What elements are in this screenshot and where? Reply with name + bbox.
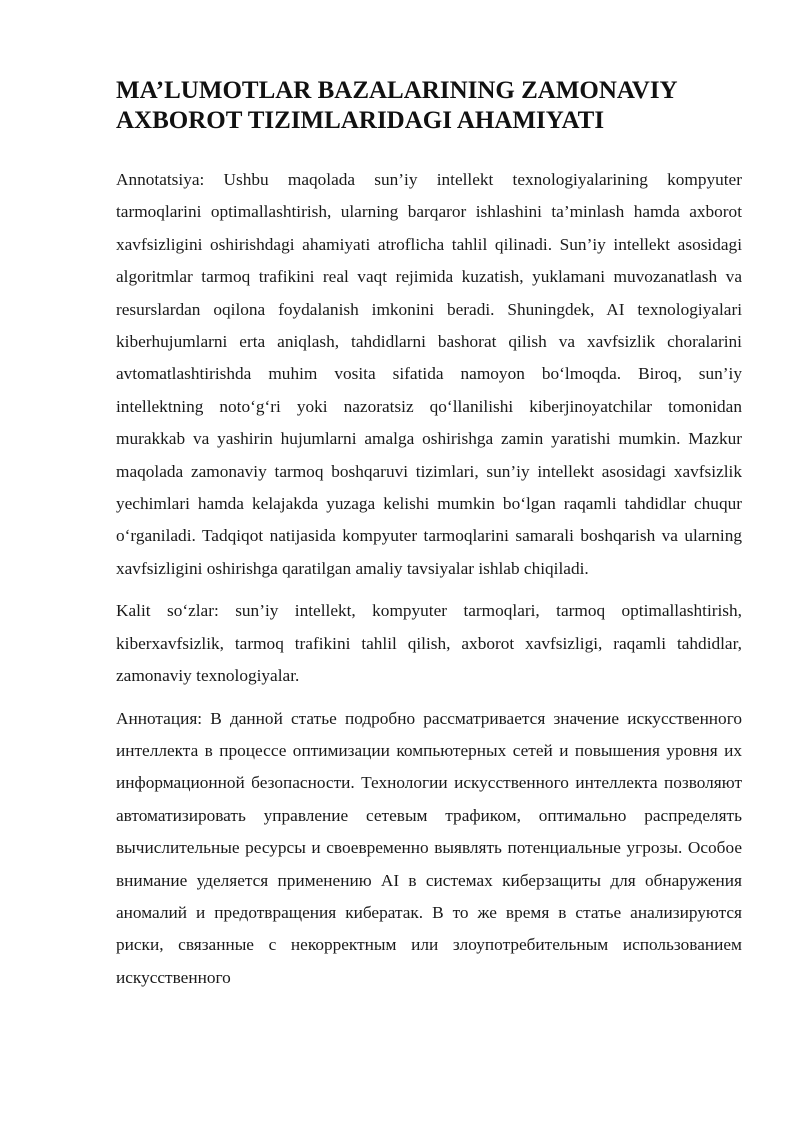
keywords-uzbek: Kalit so‘zlar: sun’iy intellekt, kompyuter tarmoqlari, tarmoq optimallashtirish, kiberxavfsizlik, tarmoq trafikini tahlil qilish, axborot xavfsizligi, raqamli tahdidlar, zamonaviy texnologiyalar.: [116, 601, 742, 686]
annotation-uzbek: Annotatsiya: Ushbu maqolada sun’iy intellekt texnologiyalarining kompyuter tarmoqlarini optimallashtirish, ularning barqaror ishlashini ta’minlash hamda axborot xavfsizligini oshirishdagi ahamiyati atroflicha tahlil qilinadi. Sun’iy intellekt asosidagi algoritmlar tarmoq trafikini real vaqt rejimida kuzatish, yuklamani muvozanatlash va resurslardan oqilona foydalanish imkonini beradi. Shuningdek, AI texnologiyalari kiberhujumlarni erta aniqlash, tahdidlarni bashorat qilish va xavfsizlik choralarini avtomatlashtirishda muhim vosita sifatida namoyon bo‘lmoqda. Biroq, sun’iy intellektning noto‘g‘ri yoki nazoratsiz qo‘llanilishi kiberjinoyatchilar tomonidan murakkab va yashirin hujumlarni amalga oshirishga zamin yaratishi mumkin. Mazkur maqolada zamonaviy tarmoq boshqaruvi tizimlari, sun’iy intellekt asosidagi xavfsizlik yechimlari hamda kelajakda yuzaga kelishi mumkin bo‘lgan raqamli tahdidlar chuqur o‘rganiladi. Tadqiqot natijasida kompyuter tarmoqlarini samarali boshqarish va ularning xavfsizligini oshirishga qaratilgan amaliy tavsiyalar ishlab chiqiladi.: [116, 170, 742, 578]
document-page: [116, 76, 742, 1004]
annotation-russian: Аннотация: В данной статье подробно рассматривается значение искусственного интеллекта в процессе оптимизации компьютерных сетей и повышения уровня их информационной безопасности. Технологии искусственного интеллекта позволяют автоматизировать управление сетевым трафиком, оптимально распределять вычислительные ресурсы и своевременно выявлять потенциальные угрозы. Особое внимание уделяется применению AI в системах киберзащиты для обнаружения аномалий и предотвращения кибератак. В то же время в статье анализируются риски, связанные с некорректным или злоупотребительным использованием искусственного: [116, 708, 742, 987]
document-title: MA’LUMOTLAR BAZALARINING ZAMONAVIY AXBOROT TIZIMLARIDAGI AHAMIYATI: [116, 77, 677, 134]
